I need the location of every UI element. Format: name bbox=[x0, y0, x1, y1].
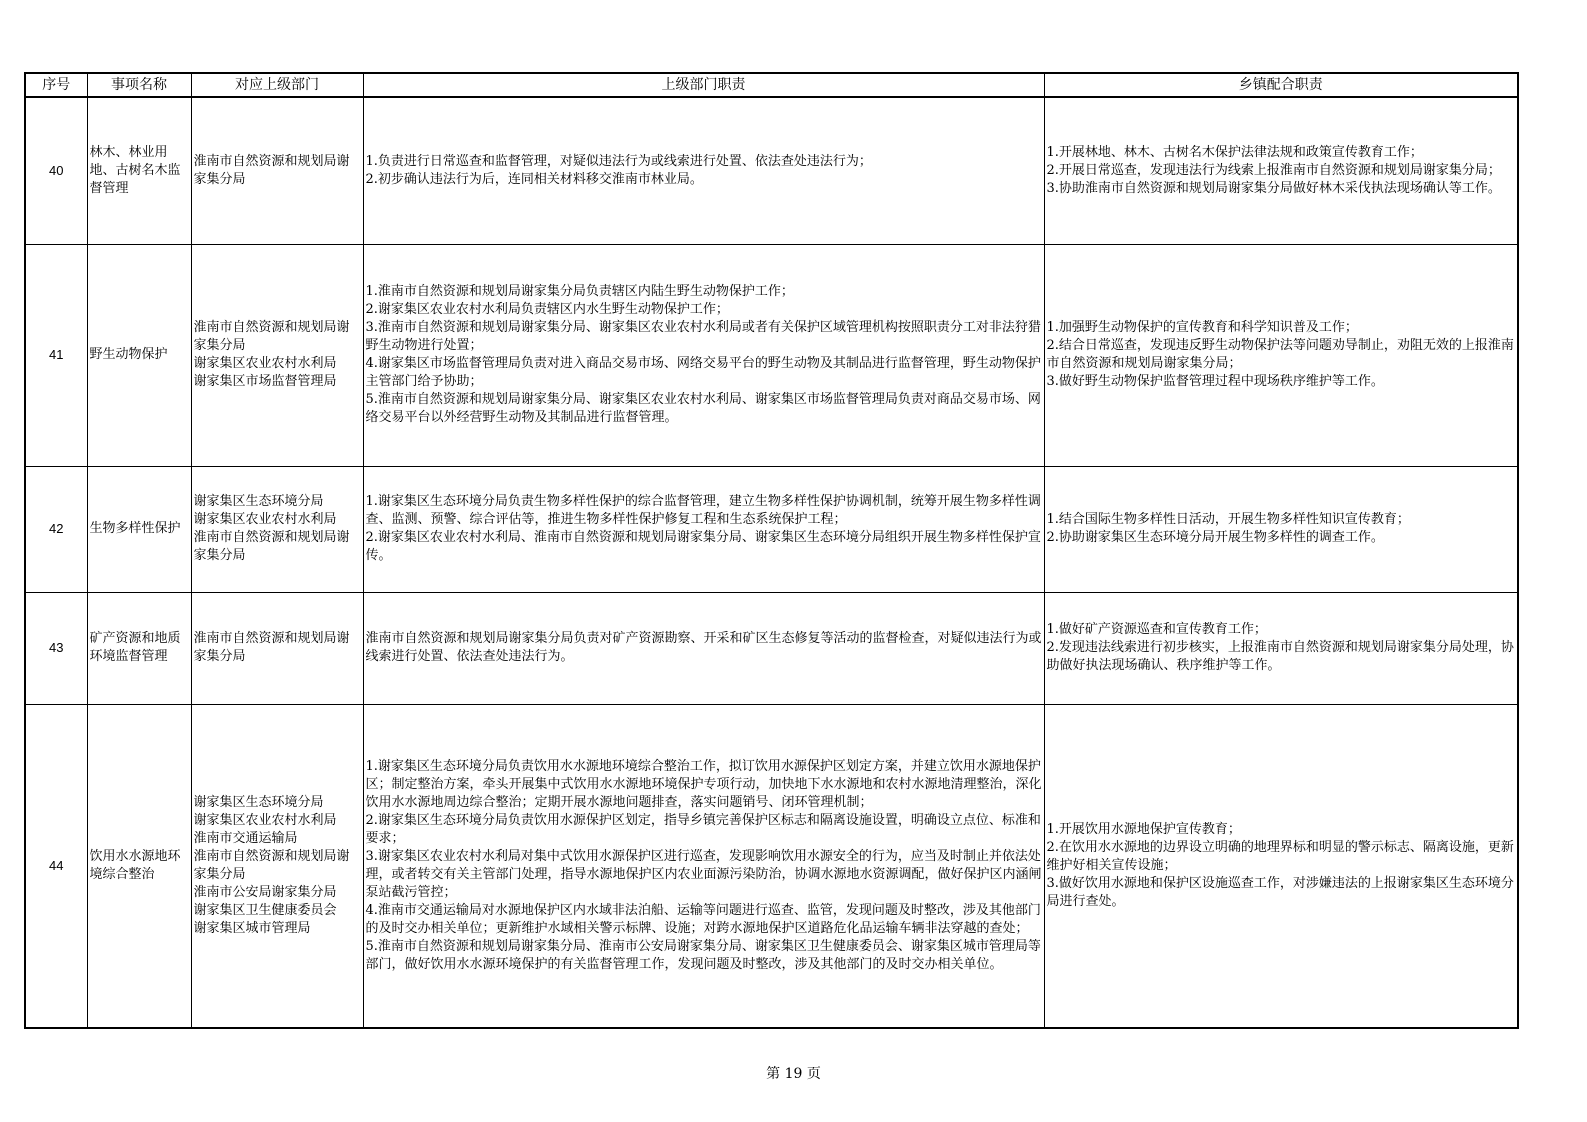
item-name: 生物多样性保护 bbox=[87, 466, 191, 592]
table-row bbox=[25, 466, 1518, 592]
item-name: 饮用水水源地环境综合整治 bbox=[87, 704, 191, 1028]
row-number: 41 bbox=[25, 244, 87, 466]
item-name: 矿产资源和地质环境监督管理 bbox=[87, 592, 191, 704]
town-duty: 1.做好矿产资源巡查和宣传教育工作； 2.发现违法线索进行初步核实，上报淮南市自然资源和规划局谢家集分局处理，协助做好执法现场确认、秩序维护等工作。 bbox=[1044, 592, 1518, 704]
table-header-row bbox=[25, 73, 1518, 97]
header-dept-duty: 上级部门职责 bbox=[363, 73, 1044, 97]
dept-duty: 1.负责进行日常巡查和监督管理，对疑似违法行为或线索进行处置、依法查处违法行为； 2.初步确认违法行为后，连同相关材料移交淮南市林业局。 bbox=[363, 97, 1044, 244]
table-row bbox=[25, 704, 1518, 1028]
town-duty: 1.开展饮用水源地保护宣传教育； 2.在饮用水水源地的边界设立明确的地理界标和明显的警示标志、隔离设施，更新维护好相关宣传设施； 3.做好饮用水源地和保护区设施巡查工作，对涉嫌违法的上报谢家集区生态环境分局进行查处。 bbox=[1044, 704, 1518, 1028]
table-row bbox=[25, 592, 1518, 704]
row-number: 44 bbox=[25, 704, 87, 1028]
town-duty: 1.加强野生动物保护的宣传教育和科学知识普及工作； 2.结合日常巡查，发现违反野生动物保护法等问题劝导制止，劝阻无效的上报淮南市自然资源和规划局谢家集分局； 3.做好野生动物保护监督管理过程中现场秩序维护等工作。 bbox=[1044, 244, 1518, 466]
row-number: 40 bbox=[25, 97, 87, 244]
department: 淮南市自然资源和规划局谢家集分局 谢家集区农业农村水利局 谢家集区市场监督管理局 bbox=[191, 244, 363, 466]
row-number: 43 bbox=[25, 592, 87, 704]
department: 淮南市自然资源和规划局谢家集分局 bbox=[191, 97, 363, 244]
duty-table bbox=[24, 72, 1519, 1029]
header-town-duty: 乡镇配合职责 bbox=[1044, 73, 1518, 97]
dept-duty: 淮南市自然资源和规划局谢家集分局负责对矿产资源勘察、开采和矿区生态修复等活动的监督检查，对疑似违法行为或线索进行处置、依法查处违法行为。 bbox=[363, 592, 1044, 704]
table-row bbox=[25, 244, 1518, 466]
table-row bbox=[25, 97, 1518, 244]
header-department: 对应上级部门 bbox=[191, 73, 363, 97]
dept-duty: 1.谢家集区生态环境分局负责生物多样性保护的综合监督管理，建立生物多样性保护协调机制，统筹开展生物多样性调查、监测、预警、综合评估等，推进生物多样性保护修复工程和生态系统保护工程； 2.谢家集区农业农村水利局、淮南市自然资源和规划局谢家集分局、谢家集区生态环境分局组织开展生物多样性保护宣传。 bbox=[363, 466, 1044, 592]
item-name: 林木、林业用地、古树名木监督管理 bbox=[87, 97, 191, 244]
dept-duty: 1.谢家集区生态环境分局负责饮用水水源地环境综合整治工作，拟订饮用水源保护区划定方案，并建立饮用水源地保护区；制定整治方案，牵头开展集中式饮用水水源地环境保护专项行动，加快地下水水源地和农村水源地清理整治，深化饮用水水源地周边综合整治；定期开展水源地问题排查，落实问题销号、闭环管理机制； 2.谢家集区生态环境分局负责饮用水源保护区划定，指导乡镇完善保护区标志和隔离设施设置，明确设立点位、标准和要求； 3.谢家集区农业农村水利局对集中式饮用水源保护区进行巡查，发现影响饮用水源安全的行为，应当及时制止并依法处理，或者转交有关主管部门处理，指导水源地保护区内农业面源污染防治，协调水源地水资源调配，做好保护区内涵闸泵站截污管控； 4.淮南市交通运输局对水源地保护区内水域非法泊船、运输等问题进行巡查、监管，发现问题及时整改，涉及其他部门的及时交办相关单位；更新维护水域相关警示标牌、设施；对跨水源地保护区道路危化品运输车辆非法穿越的查处； 5.淮南市自然资源和规划局谢家集分局、淮南市公安局谢家集分局、谢家集区卫生健康委员会、谢家集区城市管理局等部门，做好饮用水水源环境保护的有关监督管理工作，发现问题及时整改，涉及其他部门的及时交办相关单位。 bbox=[363, 704, 1044, 1028]
department: 谢家集区生态环境分局 谢家集区农业农村水利局 淮南市交通运输局 淮南市自然资源和规划局谢家集分局 淮南市公安局谢家集分局 谢家集区卫生健康委员会 谢家集区城市管理局 bbox=[191, 704, 363, 1028]
town-duty: 1.开展林地、林木、古树名木保护法律法规和政策宣传教育工作； 2.开展日常巡查，发现违法行为线索上报淮南市自然资源和规划局谢家集分局； 3.协助淮南市自然资源和规划局谢家集分局做好林木采伐执法现场确认等工作。 bbox=[1044, 97, 1518, 244]
page-number: 第 19 页 bbox=[766, 1066, 821, 1082]
row-number: 42 bbox=[25, 466, 87, 592]
header-seq: 序号 bbox=[25, 73, 87, 97]
dept-duty: 1.淮南市自然资源和规划局谢家集分局负责辖区内陆生野生动物保护工作； 2.谢家集区农业农村水利局负责辖区内水生野生动物保护工作； 3.淮南市自然资源和规划局谢家集分局、谢家集区农业农村水利局或者有关保护区域管理机构按照职责分工对非法狩猎野生动物进行处置； 4.谢家集区市场监督管理局负责对进入商品交易市场、网络交易平台的野生动物及其制品进行监督管理，野生动物保护主管部门给予协助； 5.淮南市自然资源和规划局谢家集分局、谢家集区农业农村水利局、谢家集区市场监督管理局负责对商品交易市场、网络交易平台以外经营野生动物及其制品进行监督管理。 bbox=[363, 244, 1044, 466]
header-item-name: 事项名称 bbox=[87, 73, 191, 97]
department: 淮南市自然资源和规划局谢家集分局 bbox=[191, 592, 363, 704]
town-duty: 1.结合国际生物多样性日活动，开展生物多样性知识宣传教育； 2.协助谢家集区生态环境分局开展生物多样性的调查工作。 bbox=[1044, 466, 1518, 592]
department: 谢家集区生态环境分局 谢家集区农业农村水利局 淮南市自然资源和规划局谢家集分局 bbox=[191, 466, 363, 592]
item-name: 野生动物保护 bbox=[87, 244, 191, 466]
